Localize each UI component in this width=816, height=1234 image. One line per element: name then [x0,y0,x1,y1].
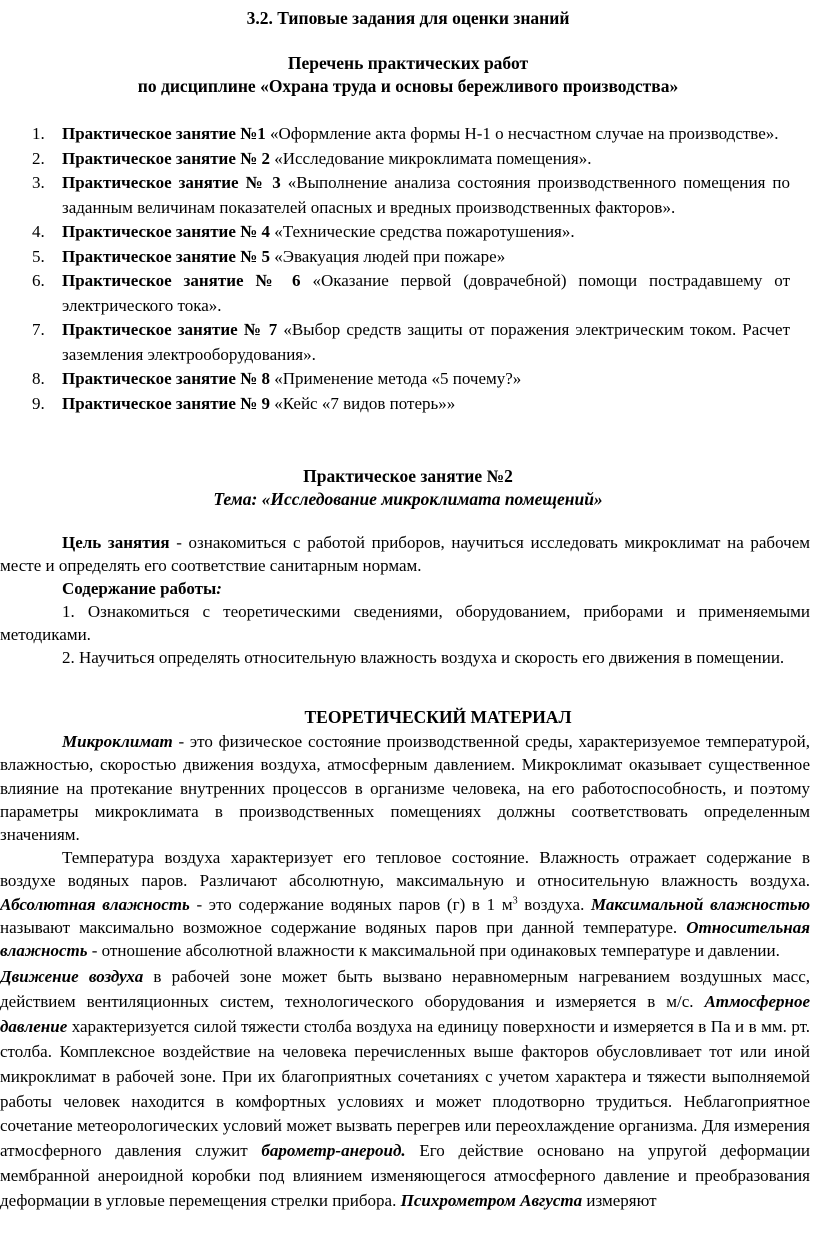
p3-text-a: в рабочей зоне может быть вызвано неравномерным нагреванием воздушных масс, действием вентиляционных систем, технологического оборудования и измеряется в м/с. [0,967,810,1011]
term-max-humidity: Максимальной влажностью [591,894,810,914]
work-text: «Оказание первой (доврачебной) помощи пострадавшему от электрического тока». [62,271,791,315]
goal-text: - ознакомиться с работой приборов, научиться исследовать микроклимат на рабочем месте и определять его соответствие санитарным нормам. [0,533,810,576]
work-text: «Технические средства пожаротушения». [269,222,575,241]
work-number: 7. [32,320,45,339]
p3-text-c: Его действие основано на упругой деформации мембранной анероидной коробки под влиянием изменяющегося атмосферного давление и преобразования деформации в угловые перемещения стрелки прибора. [0,1141,811,1211]
work-number: 9. [32,393,45,413]
work-label: Практическое занятие № 8 [62,369,270,388]
work-item-9 [0,392,790,417]
lesson-topic: Тема: «Исследование микроклимата помещений» [213,489,603,509]
work-item-4 [0,220,790,245]
goal-label: Цель занятия [62,533,170,552]
work-label: Практическое занятие № 7 [62,320,278,339]
theory-paragraph-1 [0,730,810,846]
work-item-2 [0,147,790,172]
work-number: 2. [32,148,45,168]
work-item-3 [0,171,790,220]
work-label: Практическое занятие № 2 [62,148,270,168]
theory-paragraph-3 [0,965,810,1214]
work-item-1 [0,122,790,147]
work-number: 5. [32,246,45,266]
work-text: «Выполнение анализа состояния производственного помещения по заданным величинам показателей опасных и вредных производственных факторов». [62,173,790,217]
term-relative-humidity: Относительная влажность [0,917,810,961]
content-step-2: 2. Научиться определять относительную влажность воздуха и скорость его движения в помещении. [62,648,785,667]
p2-text-c: воздуха. [517,894,592,914]
content-heading [0,577,810,600]
p3-text-d: измеряют [582,1191,657,1211]
work-label: Практическое занятие № 9 [62,393,270,413]
work-number: 1. [32,124,45,143]
content-label: Содержание работы [62,579,217,598]
content-step-1: 1. Ознакомиться с теоретическими сведениями, оборудованием, приборами и применяемыми методиками. [0,602,810,645]
term-microclimate: Микроклимат [62,732,173,751]
term-absolute-humidity: Абсолютная влажность [0,894,190,914]
p1-text: - это физическое состояние производственной среды, характеризуемое температурой, влажностью, скоростью движения воздуха, атмосферным давлением. Микроклимат оказывает существенное влияние на протекание внутренних процессов в организме человека, на его работоспособность, и поэтому параметры микроклимата в производственных помещениях должны соответствовать определенным значениям. [0,732,810,845]
work-text: «Выбор средств защиты от поражения электрическим током. Расчет заземления электрооборудования». [62,320,790,364]
p2-text-a: Температура воздуха характеризует его тепловое состояние. Влажность отражает содержание в воздухе водяных паров. Различают абсолютную, максимальную и относительную влажность воздуха. [0,848,810,891]
term-psychrometer: Психрометром Августа [400,1191,583,1211]
work-label: Практическое занятие № 5 [62,246,270,266]
work-label: Практическое занятие № 3 [62,173,281,192]
list-title-line-1: Перечень практических работ [287,53,529,73]
p2-text-e: - отношение абсолютной влажности к максимальной при одинаковых температуре и давлении. [87,941,780,961]
work-label: Практическое занятие № 6 [62,271,301,290]
term-air-movement: Движение воздуха [0,967,144,986]
work-text: «Эвакуация людей при пожаре» [269,246,506,266]
work-number: 4. [32,222,45,241]
p2-text-b: - это содержание водяных паров (г) в 1 м [189,894,513,914]
lesson-goal [0,531,810,578]
work-item-6 [0,269,790,318]
list-title-line-2: по дисциплине «Охрана труда и основы бережливого производства» [137,76,679,96]
work-text: «Оформление акта формы Н-1 о несчастном случае на производстве». [265,124,779,143]
p2-superscript: 3 [512,894,518,906]
work-item-8 [0,367,790,392]
theory-heading: ТЕОРЕТИЧЕСКИЙ МАТЕРИАЛ [304,707,572,727]
work-number: 8. [32,369,45,388]
p3-text-b: характеризуется силой тяжести столба воздуха на единицу поверхности и измеряется в Па и в мм. рт. столба. Комплексное воздействие на человека перечисленных выше факторов обусловливает тот или иной микроклимат в рабочей зоне. При их благоприятных сочетаниях с учетом характера и тяжести выполняемой работы человек находится в комфортных условиях и может плодотворно трудиться. Неблагоприятное сочетание метеорологических условий может вызвать перегрев или переохлаждение организма. Для измерения атмосферного давления служит [0,1016,810,1161]
content-colon: : [216,579,222,598]
work-number: 6. [32,271,45,290]
work-text: «Применение метода «5 почему?» [269,369,522,388]
section-title: 3.2. Типовые задания для оценки знаний [246,8,570,28]
work-item-5 [0,245,790,270]
term-barometer: барометр-анероид. [261,1141,406,1161]
term-atmospheric-pressure: Атмосферное давление [0,991,810,1036]
practical-works-list [0,122,790,416]
work-label: Практическое занятие № 4 [62,222,270,241]
work-text: «Исследование микроклимата помещения». [269,148,592,168]
lesson-title: Практическое занятие №2 [303,466,513,486]
work-text: «Кейс «7 видов потерь»» [269,393,456,413]
work-item-7 [0,318,790,367]
p2-text-d: называют максимально возможное содержание водяных паров при данной температуре. [0,917,687,937]
theory-paragraph-2 [0,846,810,962]
work-number: 3. [32,173,45,192]
work-label: Практическое занятие №1 [62,124,266,143]
